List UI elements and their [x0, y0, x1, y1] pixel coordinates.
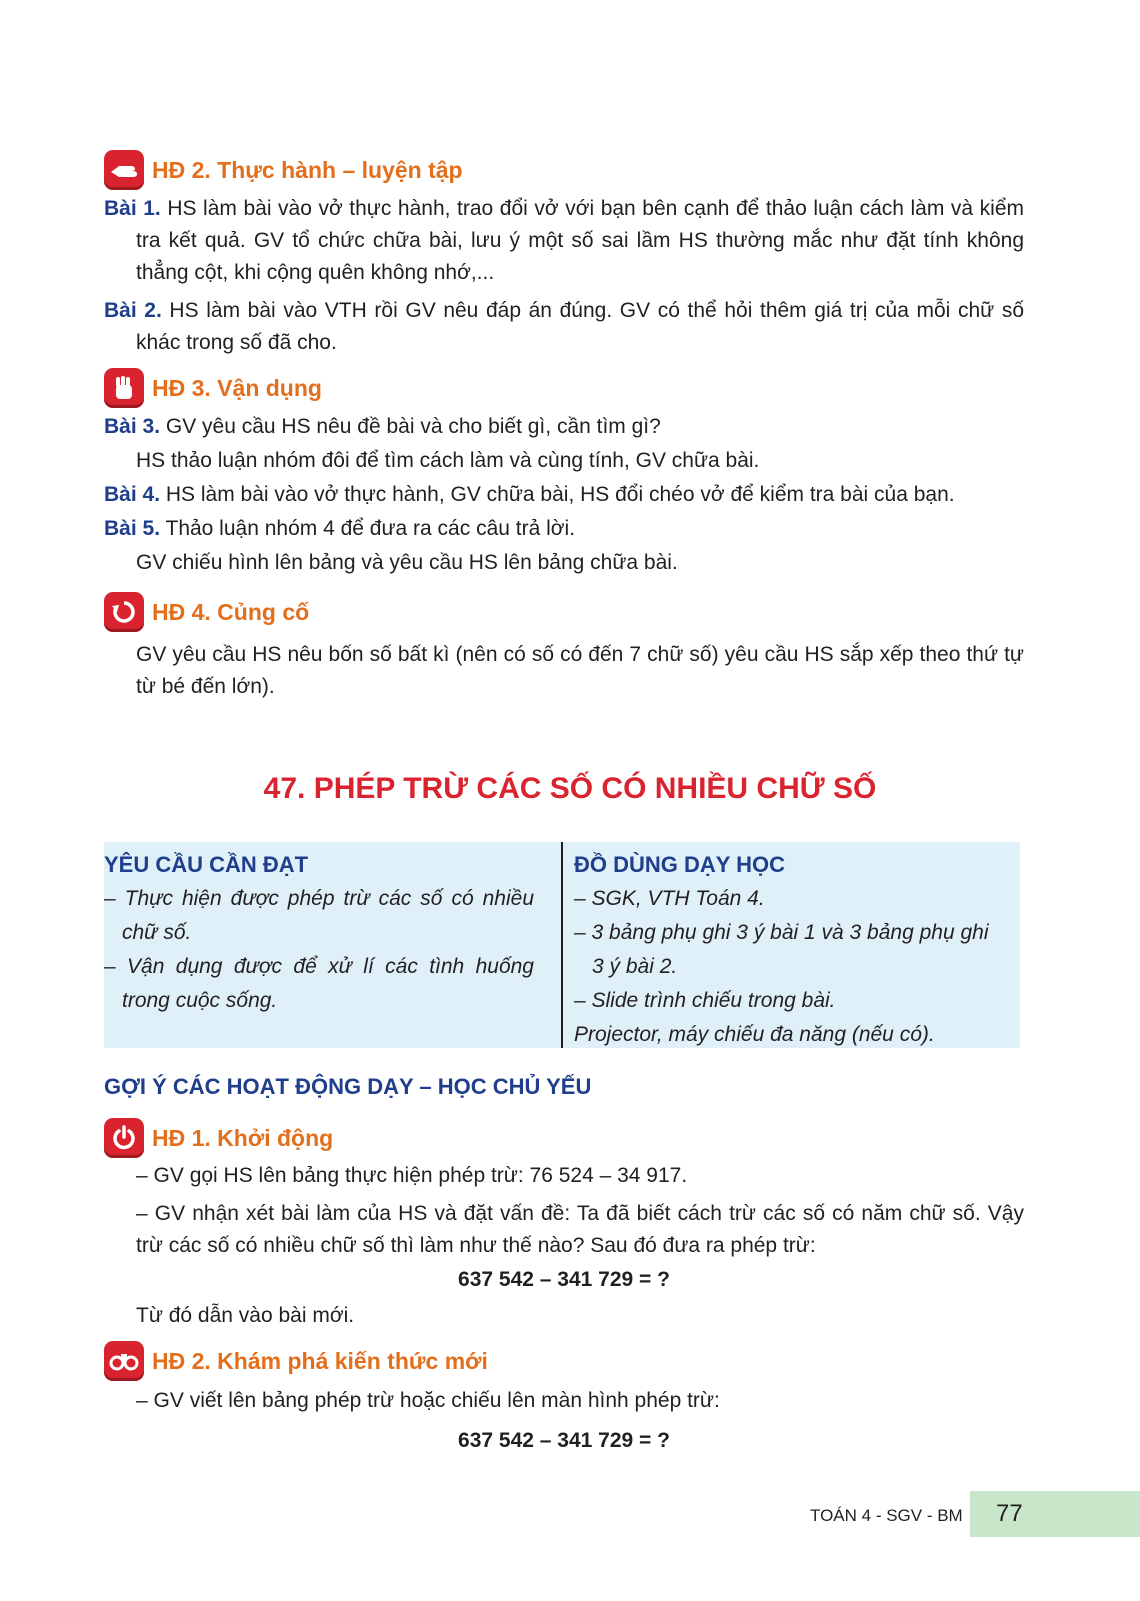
bai3-text: GV yêu cầu HS nêu đề bài và cho biết gì, cần tìm gì?	[160, 415, 661, 438]
bai4-text: HS làm bài vào vở thực hành, GV chữa bài, HS đổi chéo vở để kiểm tra bài của bạn.	[160, 483, 955, 506]
bai4-label: Bài 4.	[104, 483, 161, 506]
hd1-line3: Từ đó dẫn vào bài mới.	[136, 1304, 355, 1327]
lesson-title: 47. PHÉP TRỪ CÁC SỐ CÓ NHIỀU CHỮ SỐ	[263, 772, 877, 805]
bai2-paragraph	[104, 295, 1024, 359]
bai2-label: Bài 2.	[104, 299, 162, 322]
materials-heading: ĐỒ DÙNG DẠY HỌC	[574, 852, 786, 877]
material-item: – Slide trình chiếu trong bài.	[574, 989, 836, 1012]
page-number: 77	[996, 1500, 1023, 1527]
hd2-practice-body	[104, 193, 1024, 359]
hd1-start-title: HĐ 1. Khởi động	[152, 1124, 334, 1151]
bai4-paragraph	[104, 479, 1024, 511]
bai1-paragraph	[104, 193, 1024, 289]
activities-heading: GỢI Ý CÁC HOẠT ĐỘNG DẠY – HỌC CHỦ YẾU	[104, 1074, 592, 1099]
hd1-line1: – GV gọi HS lên bảng thực hiện phép trừ: 76 524 – 34 917.	[136, 1164, 688, 1187]
bai3-paragraph	[104, 411, 1024, 443]
bai5-text: Thảo luận nhóm 4 để đưa ra các câu trả lời.	[160, 517, 576, 540]
hd4-consolidate-header	[104, 592, 309, 632]
fist-icon	[104, 368, 144, 408]
hd1-expression: 637 542 – 341 729 = ?	[458, 1268, 670, 1291]
hd1-start-header	[104, 1118, 333, 1158]
hd2-explore-title: HĐ 2. Khám phá kiến thức mới	[152, 1347, 488, 1374]
materials-column	[574, 848, 1004, 1052]
hand-icon	[104, 150, 144, 190]
requirements-heading: YÊU CẦU CẦN ĐẠT	[104, 852, 309, 877]
hd2-explore-body	[104, 1385, 1024, 1457]
bai5-paragraph	[104, 513, 1024, 545]
requirement-item: – Thực hiện được phép trừ các số có nhiều chữ số.	[104, 887, 534, 944]
bai5-label: Bài 5.	[104, 517, 161, 540]
hd3-apply-title: HĐ 3. Vận dụng	[152, 374, 322, 401]
hd2-explore-expression: 637 542 – 341 729 = ?	[458, 1429, 670, 1452]
refresh-icon	[104, 592, 144, 632]
material-item: Projector, máy chiếu đa năng (nếu có).	[574, 1023, 935, 1046]
hd1-start-body	[104, 1160, 1024, 1332]
power-icon	[104, 1118, 144, 1158]
bai3-label: Bài 3.	[104, 415, 161, 438]
bai1-label: Bài 1.	[104, 197, 161, 220]
hd3-apply-body	[104, 411, 1024, 579]
bai1-text: HS làm bài vào vở thực hành, trao đổi vở với bạn bên cạnh để thảo luận cách làm và kiểm tra kết quả. GV tổ chức chữa bài, lưu ý một số sai lầm HS thường mắc như đặt tính không thẳng cột, khi cộng quên không nhớ,...	[136, 197, 1024, 284]
bai3-text2: HS thảo luận nhóm đôi để tìm cách làm và cùng tính, GV chữa bài.	[136, 449, 760, 472]
hd3-apply-header	[104, 368, 322, 408]
page-number-box	[970, 1491, 1140, 1537]
requirement-item: – Vận dụng được để xử lí các tình huống trong cuộc sống.	[104, 955, 534, 1012]
hd4-consolidate-text: GV yêu cầu HS nêu bốn số bất kì (nên có số có đến 7 chữ số) yêu cầu HS sắp xếp theo thứ tự từ bé đến lớn).	[136, 643, 1024, 698]
material-item: – SGK, VTH Toán 4.	[574, 887, 765, 910]
footer-book-title: TOÁN 4 - SGV - BM	[810, 1506, 963, 1525]
hd4-consolidate-title: HĐ 4. Củng cố	[152, 598, 310, 625]
hd1-line2: – GV nhận xét bài làm của HS và đặt vấn đề: Ta đã biết cách trừ các số có năm chữ số. Vậy trừ các số có nhiều chữ số thì làm như thế nào? Sau đó đưa ra phép trừ:	[136, 1202, 1024, 1257]
hd2-explore-header	[104, 1341, 488, 1381]
material-item: – 3 bảng phụ ghi 3 ý bài 1 và 3 bảng phụ ghi 3 ý bài 2.	[574, 921, 989, 978]
column-divider	[561, 842, 563, 1048]
bai2-text: HS làm bài vào VTH rồi GV nêu đáp án đúng. GV có thể hỏi thêm giá trị của mỗi chữ số khác trong số đã cho.	[136, 299, 1024, 354]
requirements-box	[104, 842, 1020, 1048]
hd4-consolidate-body	[104, 639, 1024, 703]
hd2-explore-line1: – GV viết lên bảng phép trừ hoặc chiếu lên màn hình phép trừ:	[136, 1389, 720, 1412]
requirements-column	[104, 848, 534, 1018]
hd2-practice-title: HĐ 2. Thực hành – luyện tập	[152, 156, 463, 183]
binoculars-icon	[104, 1341, 144, 1381]
bai5-text2: GV chiếu hình lên bảng và yêu cầu HS lên bảng chữa bài.	[136, 551, 678, 574]
hd2-practice-header	[104, 150, 463, 190]
